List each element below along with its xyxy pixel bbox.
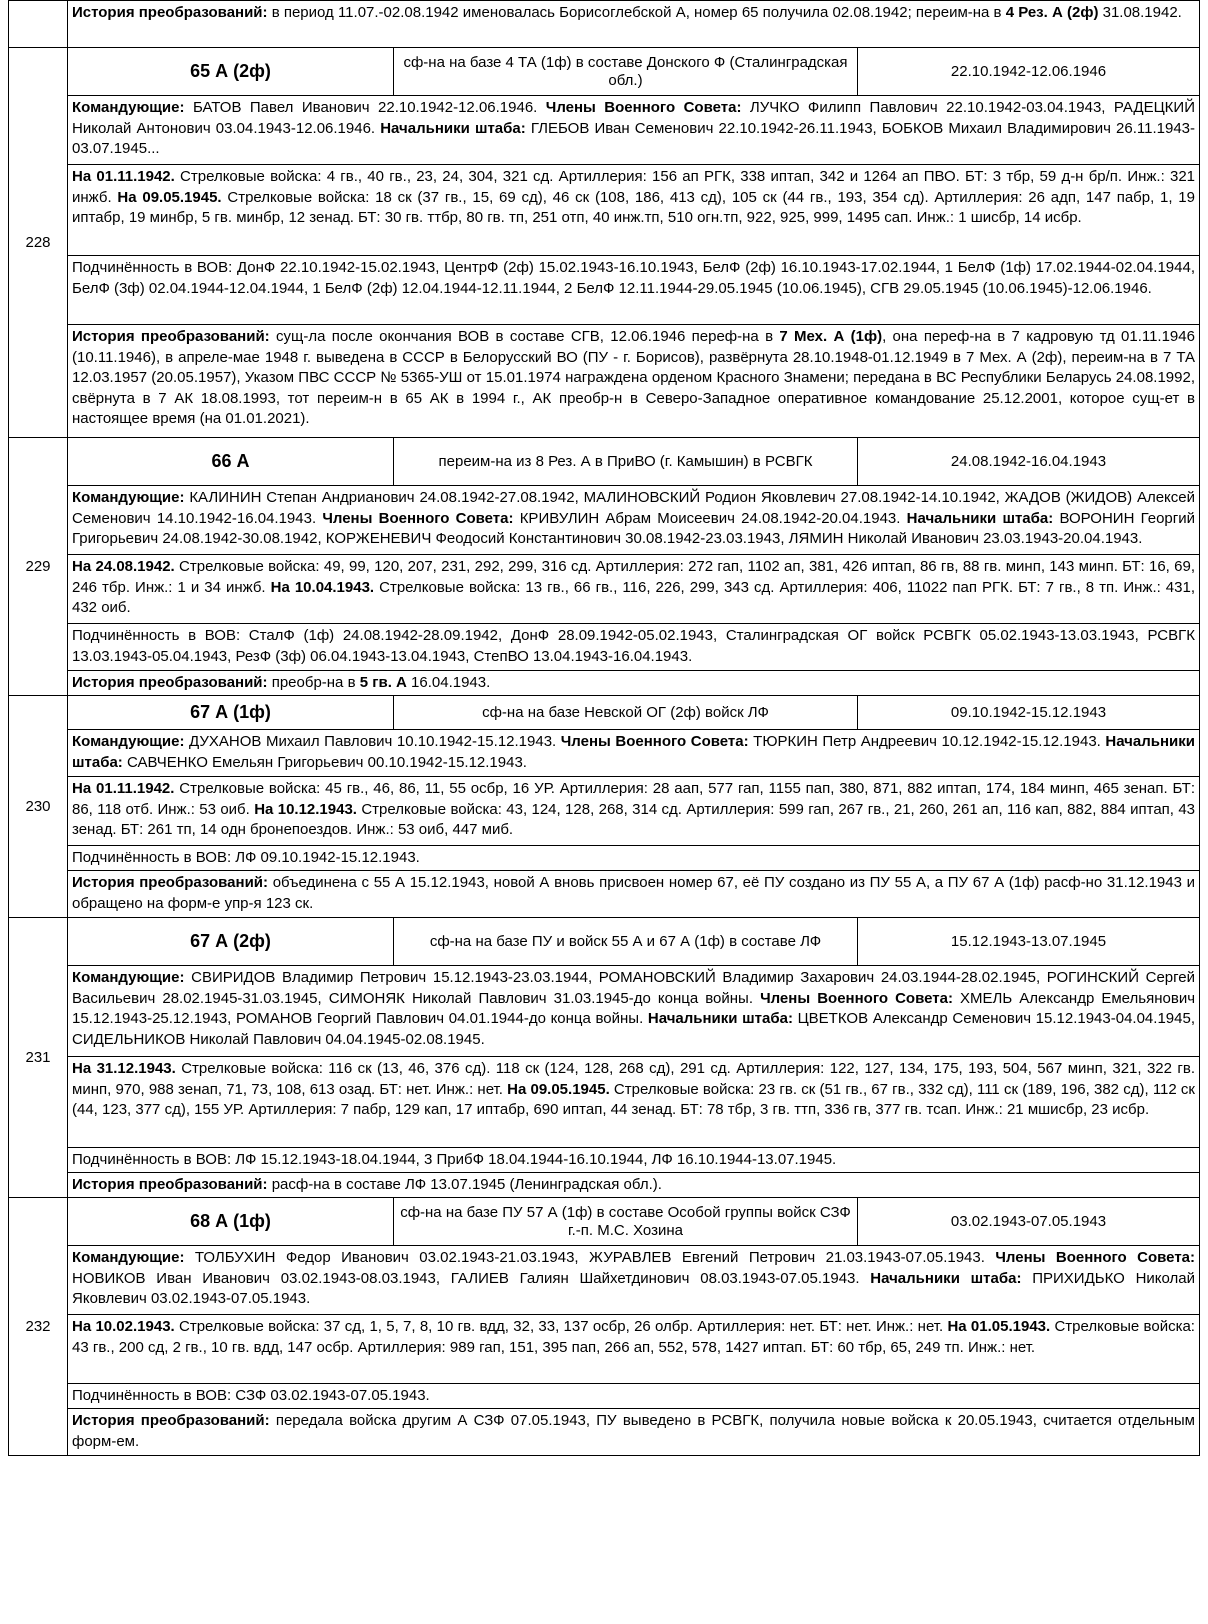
info-paragraph	[68, 554, 1199, 623]
info-paragraph	[68, 1408, 1199, 1455]
field-label: 4 Рез. А (2ф)	[1005, 4, 1099, 21]
field-label: На 01.11.1942.	[72, 168, 175, 185]
field-text: ТОЛБУХИН Федор Иванович 03.02.1943-21.03.1943, ЖУРАВЛЕВ Евгений Петрович 21.03.1943-07.05.1943.	[184, 1249, 996, 1266]
field-text: Стрелковые войска: 37 сд, 1, 5, 7, 8, 10 гв. вдд, 32, 33, 137 осбр, 26 олбр. Артиллерия: нет. БТ: нет. Инж.: нет.	[174, 1318, 948, 1335]
info-paragraph	[68, 776, 1199, 845]
info-paragraph	[68, 1314, 1199, 1383]
army-header	[68, 48, 1199, 96]
field-label: Начальники штаба:	[906, 509, 1054, 527]
info-paragraph	[68, 1147, 1199, 1172]
army-name: 65 А (2ф)	[68, 48, 394, 95]
field-text: в период 11.07.-02.08.1942 именовалась Борисоглебской А, номер 65 получила 02.08.1942; переим-на в	[267, 4, 1006, 21]
army-name: 68 А (1ф)	[68, 1198, 394, 1245]
field-text: передала войска другим А СЗФ 07.05.1943, ПУ выведено в РСВГК, получила новые войска к 20.05.1943, считается отдельным форм-ем.	[72, 1412, 1195, 1450]
army-header	[68, 918, 1199, 966]
field-text: Подчинённость в ВОВ: СталФ (1ф) 24.08.1942-28.09.1942, ДонФ 28.09.1942-05.02.1943, Сталинградская ОГ войск РСВГК 05.02.1943-13.03.1943, РСВГК 13.03.1943-05.04.1943, РезФ (3ф) 06.04.1943-13.04.1943, СтепВО 13.04.1943-16.04.1943.	[72, 627, 1195, 665]
field-label: На 10.12.1943.	[254, 800, 357, 818]
army-header	[68, 438, 1199, 486]
document-page	[8, 0, 1200, 1456]
info-paragraph	[68, 324, 1199, 437]
info-paragraph	[68, 1172, 1199, 1197]
army-formation-basis: сф-на на базе ПУ и войск 55 А и 67 А (1ф) в составе ЛФ	[394, 918, 858, 965]
field-text: Подчинённость в ВОВ: ЛФ 15.12.1943-18.04.1944, 3 ПрибФ 18.04.1944-16.10.1944, ЛФ 16.10.1944-13.07.1945.	[72, 1151, 837, 1168]
info-paragraph	[68, 730, 1199, 776]
field-text: ВОРОНИН Георгий Григорьевич 24.08.1942-30.08.1942, КОРЖЕНЕВИЧ Феодосий Константинович 30.08.1942-23.03.1943, ЛЯМИН Николай Иванович 23.03.1943-20.04.1943.	[72, 509, 1195, 547]
field-text: преобр-на в	[267, 674, 360, 691]
field-label: На 31.12.1943.	[72, 1060, 176, 1077]
army-table	[8, 0, 1200, 1456]
field-label: На 24.08.1942.	[72, 558, 175, 575]
field-text: Стрелковые войска: 116 ск (13, 46, 376 сд). 118 ск (124, 128, 268 сд), 291 сд. Артиллерия: 122, 127, 134, 175, 193, 504, 567 минп, 321, 322 гв. минп, 970, 988 зенап, 71, 73, 108, 613 озад. БТ: нет. Инж.: нет.	[72, 1060, 1195, 1098]
field-text: ХМЕЛЬ Александр Емельянович 15.12.1943-25.12.1943, РОМАНОВ Георгий Павлович 04.01.1944-до конца войны.	[72, 989, 1196, 1027]
field-text: объединена с 55 А 15.12.1943, новой А вновь присвоен номер 67, её ПУ создано из ПУ 55 А, а ПУ 67 А (1ф) расф-но 31.12.1943 и обращено на форм-е упр-я 123 ск.	[72, 874, 1195, 912]
info-paragraph	[68, 1056, 1199, 1147]
field-label: История преобразований:	[72, 674, 268, 691]
field-text: ПРИХИДЬКО Николай Яковлевич 03.02.1943-07.05.1943.	[72, 1269, 1196, 1307]
field-text: Подчинённость в ВОВ: ЛФ 09.10.1942-15.12.1943.	[72, 849, 420, 866]
field-label: Члены Военного Совета:	[545, 99, 742, 116]
army-period: 03.02.1943-07.05.1943	[950, 1213, 1107, 1230]
field-text: ДУХАНОВ Михаил Павлович 10.10.1942-15.12.1943.	[184, 733, 561, 750]
field-text: КРИВУЛИН Абрам Моисеевич 24.08.1942-20.04.1943.	[513, 509, 907, 527]
army-name: 67 А (2ф)	[68, 918, 394, 965]
table-row	[9, 1, 1200, 48]
field-label: История преобразований:	[72, 328, 270, 345]
info-paragraph	[68, 1383, 1199, 1408]
field-label: На 01.11.1942.	[72, 780, 175, 797]
field-text: НОВИКОВ Иван Иванович 03.02.1943-08.03.1943, ГАЛИЕВ Галиян Шайхетдинович 08.03.1943-07.05.1943.	[72, 1269, 871, 1287]
army-formation-basis: сф-на на базе 4 ТА (1ф) в составе Донского Ф (Сталинградская обл.)	[394, 48, 858, 95]
army-formation-basis: сф-на на базе Невской ОГ (2ф) войск ЛФ	[394, 696, 858, 729]
field-text: Подчинённость в ВОВ: ДонФ 22.10.1942-15.02.1943, ЦентрФ (2ф) 15.02.1943-16.10.1943, БелФ (2ф) 16.10.1943-17.02.1944, 1 БелФ (1ф) 17.02.1944-02.04.1944, БелФ (3ф) 02.04.1944-12.04.1944, 1 БелФ (2ф) 12.04.1944-12.11.1944, 2 БелФ 12.11.1944-29.05.1945 (10.06.1945), СГВ 29.05.1945 (10.06.1945)-12.06.1946.	[72, 259, 1195, 297]
field-text: сущ-ла после окончания ВОВ в составе СГВ, 12.06.1946 переф-на в	[269, 328, 780, 345]
field-label: Начальники штаба:	[380, 119, 526, 137]
row-number	[9, 1, 68, 48]
field-label: Члены Военного Совета:	[322, 509, 514, 527]
field-label: Командующие:	[72, 489, 185, 506]
field-text: БАТОВ Павел Иванович 22.10.1942-12.06.1946.	[184, 99, 546, 116]
field-label: 5 гв. А	[359, 674, 407, 691]
field-text: ГЛЕБОВ Иван Семенович 22.10.1942-26.11.1943, БОБКОВ Михаил Владимирович 26.11.1943-03.07.1945...	[72, 119, 1196, 157]
army-formation-basis: сф-на на базе ПУ 57 А (1ф) в составе Особой группы войск СЗФ г.-п. М.С. Хозина	[394, 1198, 858, 1245]
table-row	[9, 48, 1200, 438]
info-paragraph	[68, 1246, 1199, 1314]
row-number: 230	[9, 696, 68, 918]
field-label: На 09.05.1945.	[117, 188, 222, 206]
row-content	[68, 48, 1200, 438]
field-text: Стрелковые войска: 23 гв. ск (51 гв., 67 гв., 332 сд), 111 ск (189, 196, 382 сд), 112 ск (44, 123, 377 сд), 155 УР. Артиллерия: 7 пабр, 129 кап, 17 иптабр, 690 иптап, 44 зенад. БТ: 78 тбр, 3 гв. ттп, 336 гв, 377 гв. тсап. Инж.: 21 мшисбр, 23 исбр.	[72, 1080, 1195, 1118]
army-period: 22.10.1942-12.06.1946	[950, 63, 1107, 80]
field-text: Стрелковые войска: 4 гв., 40 гв., 23, 24, 304, 321 сд. Артиллерия: 156 ап РГК, 338 иптап, 342 и 1264 ап ПВО. БТ: 3 тбр, 59 д-н бр/п. Инж.: 321 инжб.	[72, 168, 1195, 206]
field-label: Командующие:	[72, 969, 185, 986]
row-content	[68, 918, 1200, 1198]
row-content	[68, 696, 1200, 918]
army-formation-basis: переим-на из 8 Рез. А в ПриВО (г. Камышин) в РСВГК	[394, 438, 858, 485]
army-header	[68, 696, 1199, 730]
field-label: Члены Военного Совета:	[560, 733, 749, 750]
field-text: Стрелковые войска: 43, 124, 128, 268, 314 сд. Артиллерия: 599 гап, 267 гв., 21, 260, 261 ап, 116 кап, 882, 884 иптап, 43 зенад. БТ: 261 тп, 14 одн бронепоездов. Инж.: 53 оиб, 447 миб.	[72, 800, 1196, 838]
field-label: Начальники штаба:	[72, 733, 1195, 771]
army-name: 67 А (1ф)	[68, 696, 394, 729]
army-period: 24.08.1942-16.04.1943	[950, 453, 1107, 470]
field-label: Командующие:	[72, 733, 185, 750]
row-content	[68, 1198, 1200, 1456]
army-period: 15.12.1943-13.07.1945	[950, 933, 1107, 950]
field-text: Стрелковые войска: 13 гв., 66 гв., 116, 226, 299, 343 сд. Артиллерия: 406, 11022 пап РГК. БТ: 7 гв., 8 тп. Инж.: 431, 432 оиб.	[72, 578, 1195, 616]
field-label: Члены Военного Совета:	[995, 1249, 1195, 1266]
row-number: 232	[9, 1198, 68, 1456]
table-row	[9, 696, 1200, 918]
field-text: Подчинённость в ВОВ: СЗФ 03.02.1943-07.05.1943.	[72, 1387, 430, 1404]
info-paragraph	[68, 164, 1199, 255]
field-text: расф-на в составе ЛФ 13.07.1945 (Ленинградская обл.).	[267, 1176, 662, 1193]
field-label: История преобразований:	[72, 874, 269, 891]
info-paragraph	[68, 623, 1199, 670]
field-label: На 01.05.1943.	[947, 1318, 1051, 1335]
table-row	[9, 438, 1200, 696]
row-number: 229	[9, 438, 68, 696]
field-label: На 09.05.1945.	[507, 1080, 610, 1098]
field-label: История преобразований:	[72, 1176, 268, 1193]
field-label: На 10.02.1943.	[72, 1318, 175, 1335]
info-paragraph	[68, 255, 1199, 324]
army-name: 66 А	[68, 438, 394, 485]
field-label: История преобразований:	[72, 1412, 270, 1429]
army-period: 09.10.1942-15.12.1943	[950, 704, 1107, 721]
field-label: Командующие:	[72, 1249, 185, 1266]
table-row	[9, 918, 1200, 1198]
info-paragraph	[68, 845, 1199, 870]
army-header	[68, 1198, 1199, 1246]
field-label: История преобразований:	[72, 4, 268, 21]
row-number: 231	[9, 918, 68, 1198]
field-text: 31.08.1942.	[1098, 4, 1182, 21]
info-paragraph	[68, 1, 1199, 47]
table-row	[9, 1198, 1200, 1456]
field-label: 7 Мех. А (1ф)	[779, 328, 883, 345]
field-text: Стрелковые войска: 49, 99, 120, 207, 231, 292, 299, 316 сд. Артиллерия: 272 гап, 1102 ап, 381, 426 иптап, 86 гв, 88 гв. минп, 143 минп. БТ: 16, 69, 246 тбр. Инж.: 1 и 34 инжб.	[72, 558, 1195, 596]
info-paragraph	[68, 966, 1199, 1056]
field-text: СВИРИДОВ Владимир Петрович 15.12.1943-23.03.1944, РОМАНОВСКИЙ Владимир Захарович 24.03.1944-28.02.1945, РОГИНСКИЙ Сергей Васильевич 28.02.1945-31.03.1945, СИМОНЯК Николай Павлович 31.03.1945-до конца войны.	[72, 969, 1195, 1007]
field-text: КАЛИНИН Степан Андрианович 24.08.1942-27.08.1942, МАЛИНОВСКИЙ Родион Яковлевич 27.08.1942-14.10.1942, ЖАДОВ (ЖИДОВ) Алексей Семенович 14.10.1942-16.04.1943.	[72, 489, 1195, 527]
info-paragraph	[68, 96, 1199, 164]
field-text: ТЮРКИН Петр Андреевич 10.12.1942-15.12.1943.	[748, 733, 1106, 750]
field-text: Стрелковые войска: 18 ск (37 гв., 15, 69 сд), 46 ск (108, 186, 413 сд), 105 ск (44 гв., 193, 354 сд). Артиллерия: 26 адп, 147 пабр, 1, 19 иптабр, 19 минбр, 5 гв. минбр, 12 зенад. БТ: 30 гв. ттбр, 80 гв. тп, 251 отп, 40 инж.тп, 510 огн.тп, 922, 925, 999, 1495 сап. Инж.: 1 шисбр, 14 исбр.	[72, 188, 1195, 226]
field-label: Начальники штаба:	[870, 1269, 1022, 1287]
field-label: Члены Военного Совета:	[760, 989, 953, 1007]
info-paragraph	[68, 486, 1199, 554]
field-text: Стрелковые войска: 43 гв., 200 сд, 2 гв., 10 гв. вдд, 147 осбр. Артиллерия: 989 гап, 151, 395 пап, 266 ап, 552, 578, 1427 иптап. БТ: 60 тбр, 65, 249 тп. Инж.: нет.	[72, 1318, 1195, 1356]
field-text: ЦВЕТКОВ Александр Семенович 15.12.1943-04.04.1945, СИДЕЛЬНИКОВ Николай Павлович 04.04.1945-02.08.1945.	[72, 1010, 1195, 1048]
row-number: 228	[9, 48, 68, 438]
row-content	[68, 1, 1200, 48]
army-table-body	[9, 1, 1200, 1456]
field-text: САВЧЕНКО Емельян Григорьевич 00.10.1942-15.12.1943.	[122, 753, 527, 771]
field-text: ЛУЧКО Филипп Павлович 22.10.1942-03.04.1943, РАДЕЦКИЙ Николай Антонович 03.04.1943-12.06.1946.	[72, 99, 1195, 137]
info-paragraph	[68, 870, 1199, 917]
field-text: 16.04.1943.	[406, 674, 491, 691]
row-content	[68, 438, 1200, 696]
field-text: Стрелковые войска: 45 гв., 46, 86, 11, 55 осбр, 16 УР. Артиллерия: 28 аап, 577 гап, 1155 пап, 380, 871, 882 иптап, 174, 184 минп, 465 зенап. БТ: 86, 118 отб. Инж.: 53 оиб.	[72, 780, 1195, 818]
field-label: На 10.04.1943.	[270, 578, 375, 596]
field-label: Начальники штаба:	[647, 1010, 793, 1027]
field-text: , она переф-на в 7 кадровую тд 01.11.1946 (10.11.1946), в апреле-мае 1948 г. выведена в СССР в Белорусский ВО (ПУ - г. Борисов), развёрнута 28.10.1948-01.12.1949 в 7 Мех. А (2ф), переим-на в 7 ТА 12.03.1957 (20.05.1957), Указом ПВС СССР № 5365-УШ от 15.01.1974 награждена орденом Красного Знамени; передана в ВС Республики Беларусь 24.08.1992, свёрнута в 7 АК 18.08.1993, тот переим-н в 65 АК в 1994 г., АК преобр-н в Северо-Западное оперативное командование 25.12.2001, которое сущ-ет в настоящее время (на 01.01.2021).	[72, 328, 1195, 427]
field-label: Командующие:	[72, 99, 185, 116]
info-paragraph	[68, 670, 1199, 695]
